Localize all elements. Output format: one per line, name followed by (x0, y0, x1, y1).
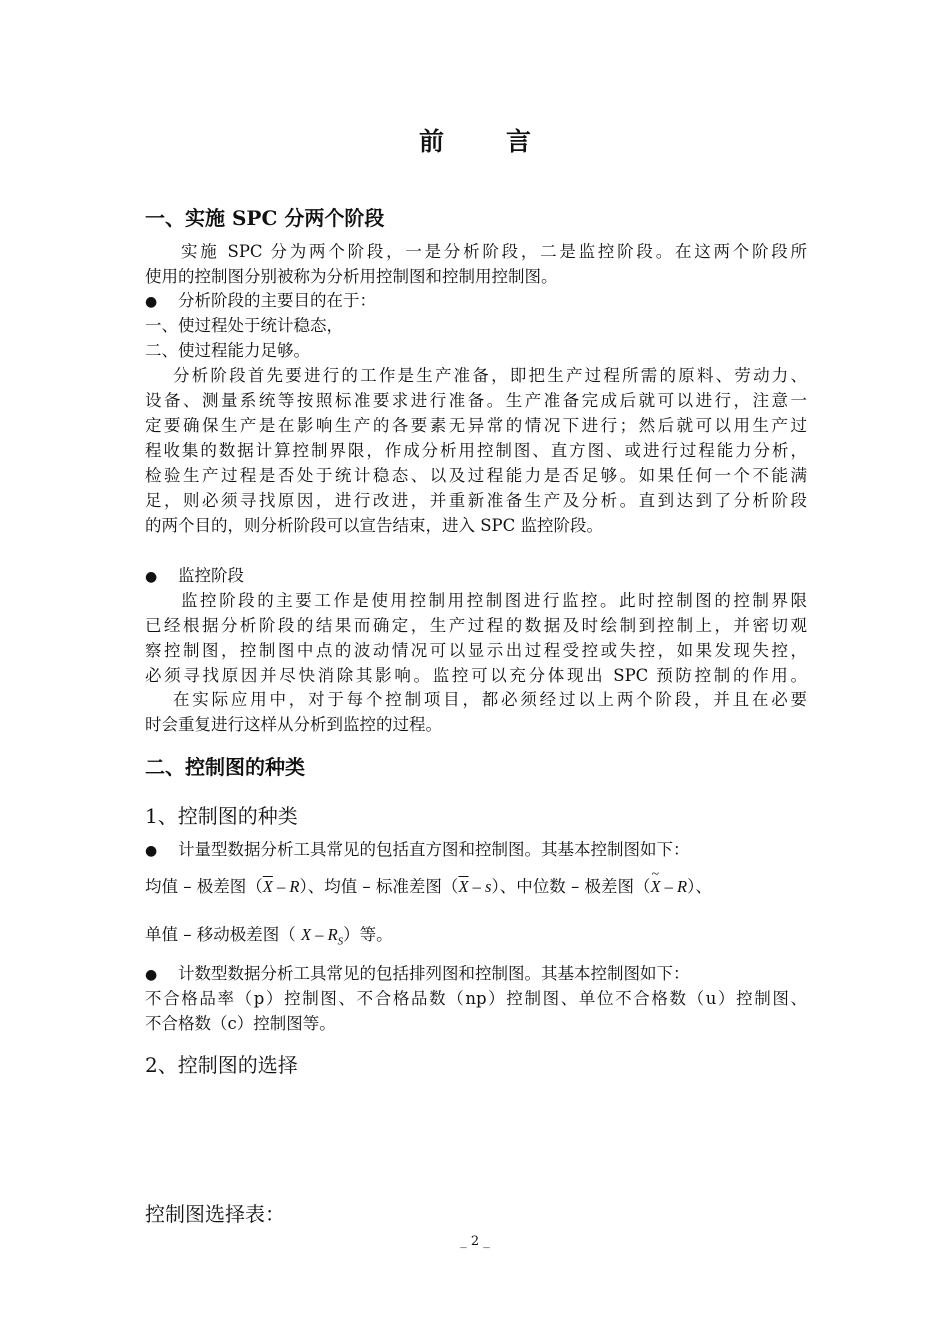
formula-text: ）、 (687, 877, 712, 896)
paragraph-line: 监控阶段的主要工作是使用控制用控制图进行监控。此时控制图的控制界限 (181, 591, 807, 610)
paragraph-line: 定要确保生产是在影响生产的各要素无异常的情况下进行；然后就可以用生产过 (145, 416, 807, 435)
bullet-text: 监控阶段 (178, 566, 244, 585)
math-symbol: X – R (301, 925, 338, 944)
paragraph-line: 已经根据分析阶段的结果而确定，生产过程的数据及时绘制到控制上，并密切观 (145, 616, 807, 635)
paragraph-line: 的两个目的，则分析阶段可以宣告结束，进入 SPC 监控阶段。 (145, 516, 604, 535)
bullet-item (145, 566, 244, 587)
formula-text: ）等。 (343, 925, 393, 944)
bullet-dot-icon: ● (145, 294, 158, 310)
bullet-item (145, 291, 376, 312)
formula-text: 均值 – 极差图（ (145, 877, 263, 896)
paragraph-line: 设备、测量系统等按照标准要求进行准备。生产准备完成后就可以进行，注意一 (145, 391, 807, 410)
formula-text: 单值 – 移动极差图（ (145, 925, 301, 944)
math-symbol: $\overline{X}$ (458, 877, 469, 896)
formula-text: ）、均值 – 标准差图（ (299, 877, 459, 896)
paragraph-line: 足，则必须寻找原因，进行改进，并重新准备生产及分析。直到达到了分析阶段 (145, 491, 807, 510)
formula-line-2 (145, 924, 393, 952)
paragraph-line: 不合格数（c）控制图等。 (145, 1014, 336, 1033)
paragraph-line: 使用的控制图分别被称为分析用控制图和控制用控制图。 (145, 267, 558, 286)
paragraph-line: 检验生产过程是否处于统计稳态、以及过程能力是否足够。如果任何一个不能满 (145, 466, 807, 485)
section-heading-2: 二、控制图的种类 (145, 755, 305, 779)
title-char-right: 言 (506, 127, 532, 156)
list-item: 二、使过程能力足够。 (145, 341, 310, 360)
page-title (0, 122, 950, 158)
math-symbol: ~ X (650, 876, 660, 898)
formula-text: ）、中位数 – 极差图（ (491, 877, 651, 896)
bullet-text: 计量型数据分析工具常见的包括直方图和控制图。其基本控制图如下： (178, 840, 690, 859)
bullet-text: 分析阶段的主要目的在于： (178, 291, 376, 310)
bullet-dot-icon: ● (145, 843, 158, 859)
bullet-dot-icon: ● (145, 569, 158, 585)
paragraph-line: 不合格品率（p）控制图、不合格品数（np）控制图、单位不合格数（u）控制图、 (145, 989, 807, 1008)
bullet-item (145, 964, 690, 985)
bullet-item (145, 840, 690, 861)
math-subscript: S (337, 935, 344, 948)
list-item: 一、使过程处于统计稳态， (145, 316, 343, 335)
table-caption: 控制图选择表： (145, 1202, 285, 1226)
paragraph-line: 在实际应用中，对于每个控制项目，都必须经过以上两个阶段，并且在必要 (173, 690, 807, 709)
formula-line-1 (145, 876, 712, 898)
title-char-left: 前 (418, 127, 444, 156)
paragraph-line: 时会重复进行这样从分析到监控的过程。 (145, 715, 442, 734)
paragraph-line: 程收集的数据计算控制界限，作成分析用控制图、直方图、或进行过程能力分析， (145, 441, 807, 460)
section-heading-1: 一、实施 SPC 分两个阶段 (145, 206, 385, 230)
bullet-text: 计数型数据分析工具常见的包括排列图和控制图。其基本控制图如下： (178, 964, 690, 983)
math-symbol: – R (660, 877, 688, 896)
subsection-heading: 1、控制图的种类 (145, 804, 298, 828)
bullet-dot-icon: ● (145, 967, 158, 983)
subsection-heading: 2、控制图的选择 (145, 1053, 298, 1077)
paragraph-line: 实施 SPC 分为两个阶段，一是分析阶段，二是监控阶段。在这两个阶段所 (181, 242, 807, 261)
paragraph-line: 察控制图，控制图中点的波动情况可以显示出过程受控或失控，如果发现失控， (145, 641, 807, 660)
page-number: _ 2 _ (460, 1234, 490, 1249)
paragraph-line: 必须寻找原因并尽快消除其影响。监控可以充分体现出 SPC 预防控制的作用。 (145, 666, 807, 685)
paragraph-line: 分析阶段首先要进行的工作是生产准备，即把生产过程所需的原料、劳动力、 (173, 366, 807, 385)
math-symbol: – s (468, 877, 492, 896)
math-symbol: – R (272, 877, 300, 896)
math-symbol: $\overline{X}$ (262, 877, 273, 896)
